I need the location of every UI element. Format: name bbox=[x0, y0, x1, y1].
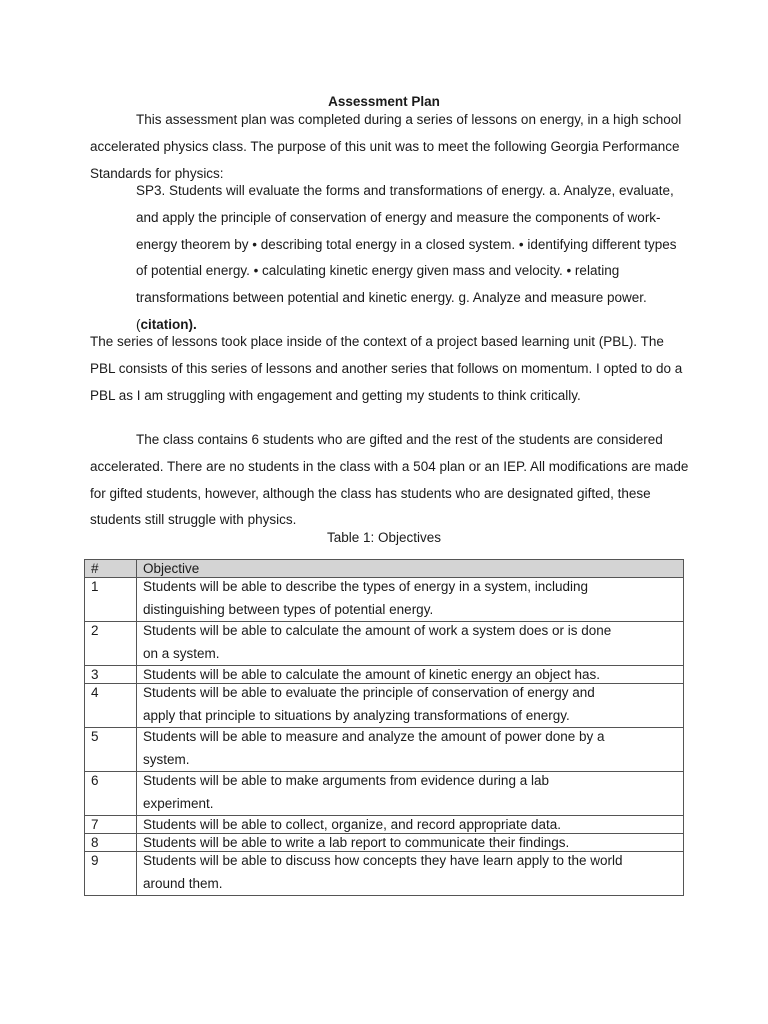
row-objective bbox=[137, 728, 684, 772]
objective-line-1: Students will be able to evaluate the principle of conservation of energy and bbox=[143, 685, 595, 700]
objective-line-1: Students will be able to discuss how concepts they have learn apply to the world bbox=[143, 853, 623, 868]
table-row bbox=[85, 666, 684, 684]
objective-line-1: Students will be able to write a lab report to communicate their findings. bbox=[143, 835, 570, 850]
standard-block bbox=[136, 178, 681, 339]
row-objective bbox=[137, 852, 684, 896]
objective-line-1: Students will be able to collect, organize, and record appropriate data. bbox=[143, 817, 562, 832]
header-objective: Objective bbox=[137, 560, 684, 578]
objective-line-1: Students will be able to calculate the amount of kinetic energy an object has. bbox=[143, 667, 601, 682]
row-number: 5 bbox=[85, 728, 137, 772]
pbl-paragraph: The series of lessons took place inside of the context of a project based learning unit (PBL). The PBL consists of this series of lessons and another series that follows on momentum. I opted to do a PBL as I am struggling with engagement and getting my students to think critically. bbox=[90, 334, 683, 403]
table-row bbox=[85, 578, 684, 622]
objective-line-1: Students will be able to calculate the amount of work a system does or is done bbox=[143, 623, 612, 638]
row-objective bbox=[137, 622, 684, 666]
objective-line-2: on a system. bbox=[143, 646, 220, 661]
row-number: 3 bbox=[85, 666, 137, 684]
row-objective bbox=[137, 666, 684, 684]
row-number: 9 bbox=[85, 852, 137, 896]
objective-line-1: Students will be able to describe the types of energy in a system, including bbox=[143, 579, 588, 594]
table-row bbox=[85, 772, 684, 816]
table-row bbox=[85, 728, 684, 772]
row-objective bbox=[137, 578, 684, 622]
row-objective bbox=[137, 772, 684, 816]
row-objective bbox=[137, 834, 684, 852]
row-number: 2 bbox=[85, 622, 137, 666]
table-row bbox=[85, 684, 684, 728]
row-number: 8 bbox=[85, 834, 137, 852]
header-number: # bbox=[85, 560, 137, 578]
objective-line-2: system. bbox=[143, 752, 190, 767]
objective-line-2: apply that principle to situations by analyzing transformations of energy. bbox=[143, 708, 570, 723]
objective-line-1: Students will be able to measure and analyze the amount of power done by a bbox=[143, 729, 605, 744]
objectives-table bbox=[84, 559, 684, 896]
class-paragraph: The class contains 6 students who are gifted and the rest of the students are considered accelerated. There are no students in the class with a 504 plan or an IEP. All modifications are made for gifted students, however, although the class has students who are designated gifted, these students still struggle with physics. bbox=[90, 432, 689, 528]
objective-line-2: distinguishing between types of potential energy. bbox=[143, 602, 434, 617]
objective-line-2: experiment. bbox=[143, 796, 214, 811]
page-title: Assessment Plan bbox=[328, 94, 440, 109]
citation-text: citation). bbox=[140, 316, 197, 332]
table-row bbox=[85, 622, 684, 666]
row-number: 4 bbox=[85, 684, 137, 728]
row-objective bbox=[137, 816, 684, 834]
table-row bbox=[85, 834, 684, 852]
row-number: 1 bbox=[85, 578, 137, 622]
standard-text: SP3. Students will evaluate the forms and transformations of energy. a. Analyze, evaluate, and apply the principle of conservation of energy and measure the components of work-energy theorem by • describing total energy in a closed system. • identifying different types of potential energy. • calculating kinetic energy given mass and velocity. • relating transformations between potential and kinetic energy. g. Analyze and measure power. ( bbox=[136, 183, 677, 332]
objective-line-2: around them. bbox=[143, 876, 223, 891]
table-caption: Table 1: Objectives bbox=[326, 530, 442, 545]
row-number: 6 bbox=[85, 772, 137, 816]
intro-paragraph: This assessment plan was completed during a series of lessons on energy, in a high school accelerated physics class. The purpose of this unit was to meet the following Georgia Performance Standards for physics: bbox=[90, 112, 682, 181]
row-objective bbox=[137, 684, 684, 728]
objective-line-1: Students will be able to make arguments from evidence during a lab bbox=[143, 773, 549, 788]
table-header-row bbox=[85, 560, 684, 578]
table-row bbox=[85, 816, 684, 834]
table-row bbox=[85, 852, 684, 896]
row-number: 7 bbox=[85, 816, 137, 834]
